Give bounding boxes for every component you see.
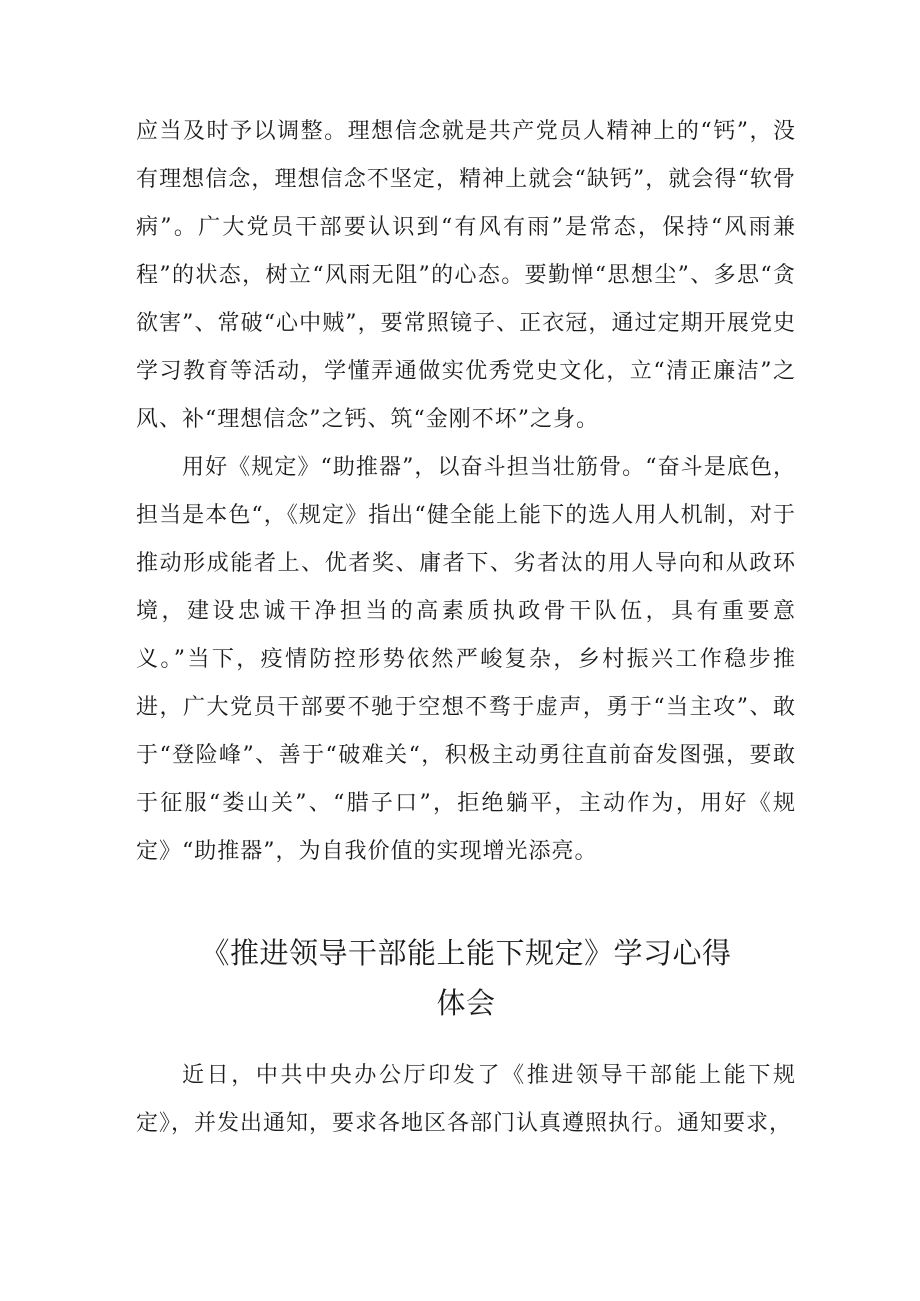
body-paragraph: 用好《规定》“助推器”，以奋斗担当壮筋骨。“奋斗是底色，担当是本色“，《规定》指出“健全能上能下的选人用人机制，对于推动形成能者上、优者奖、庸者下、劣者汰的用人导向和从政环境，建设忠诚干净担当的高素质执政骨干队伍，具有重要意义。”当下，疫情防控形势依然严峻复杂，乡村振兴工作稳步推进，广大党员干部要不驰于空想不骛于虚声，勇于“当主攻”、敢于“登险峰”、善于“破难关“，积极主动勇往直前奋发图强，要敢于征服“娄山关”、“腊子口”，拒绝躺平，主动作为，用好《规定》“助推器”，为自我价值的实现增光添亮。 bbox=[136, 455, 796, 864]
body-paragraph: 应当及时予以调整。理想信念就是共产党员人精神上的“钙”，没有理想信念，理想信念不坚定，精神上就会“缺钙”，就会得“软骨病”。广大党员干部要认识到“有风有雨”是常态，保持“风雨兼程”的状态，树立“风雨无阻”的心态。要勤惮“思想尘”、多思“贪欲害”、常破“心中贼”，要常照镜子、正衣冠，通过定期开展党史学习教育等活动，学懂弄通做实优秀党史文化，立“清正廉洁”之风、补“理想信念”之钙、筑“金刚不坏”之身。 bbox=[136, 119, 796, 432]
body-paragraph: 近日，中共中央办公厅印发了《推进领导干部能上能下规定》，并发出通知，要求各地区各部门认真遵照执行。通知要求， bbox=[136, 1063, 796, 1136]
article-title bbox=[136, 928, 796, 1028]
article-title-line: 体会 bbox=[436, 986, 496, 1020]
article-title-line: 《推进领导干部能上能下规定》学习心得 bbox=[200, 936, 732, 970]
